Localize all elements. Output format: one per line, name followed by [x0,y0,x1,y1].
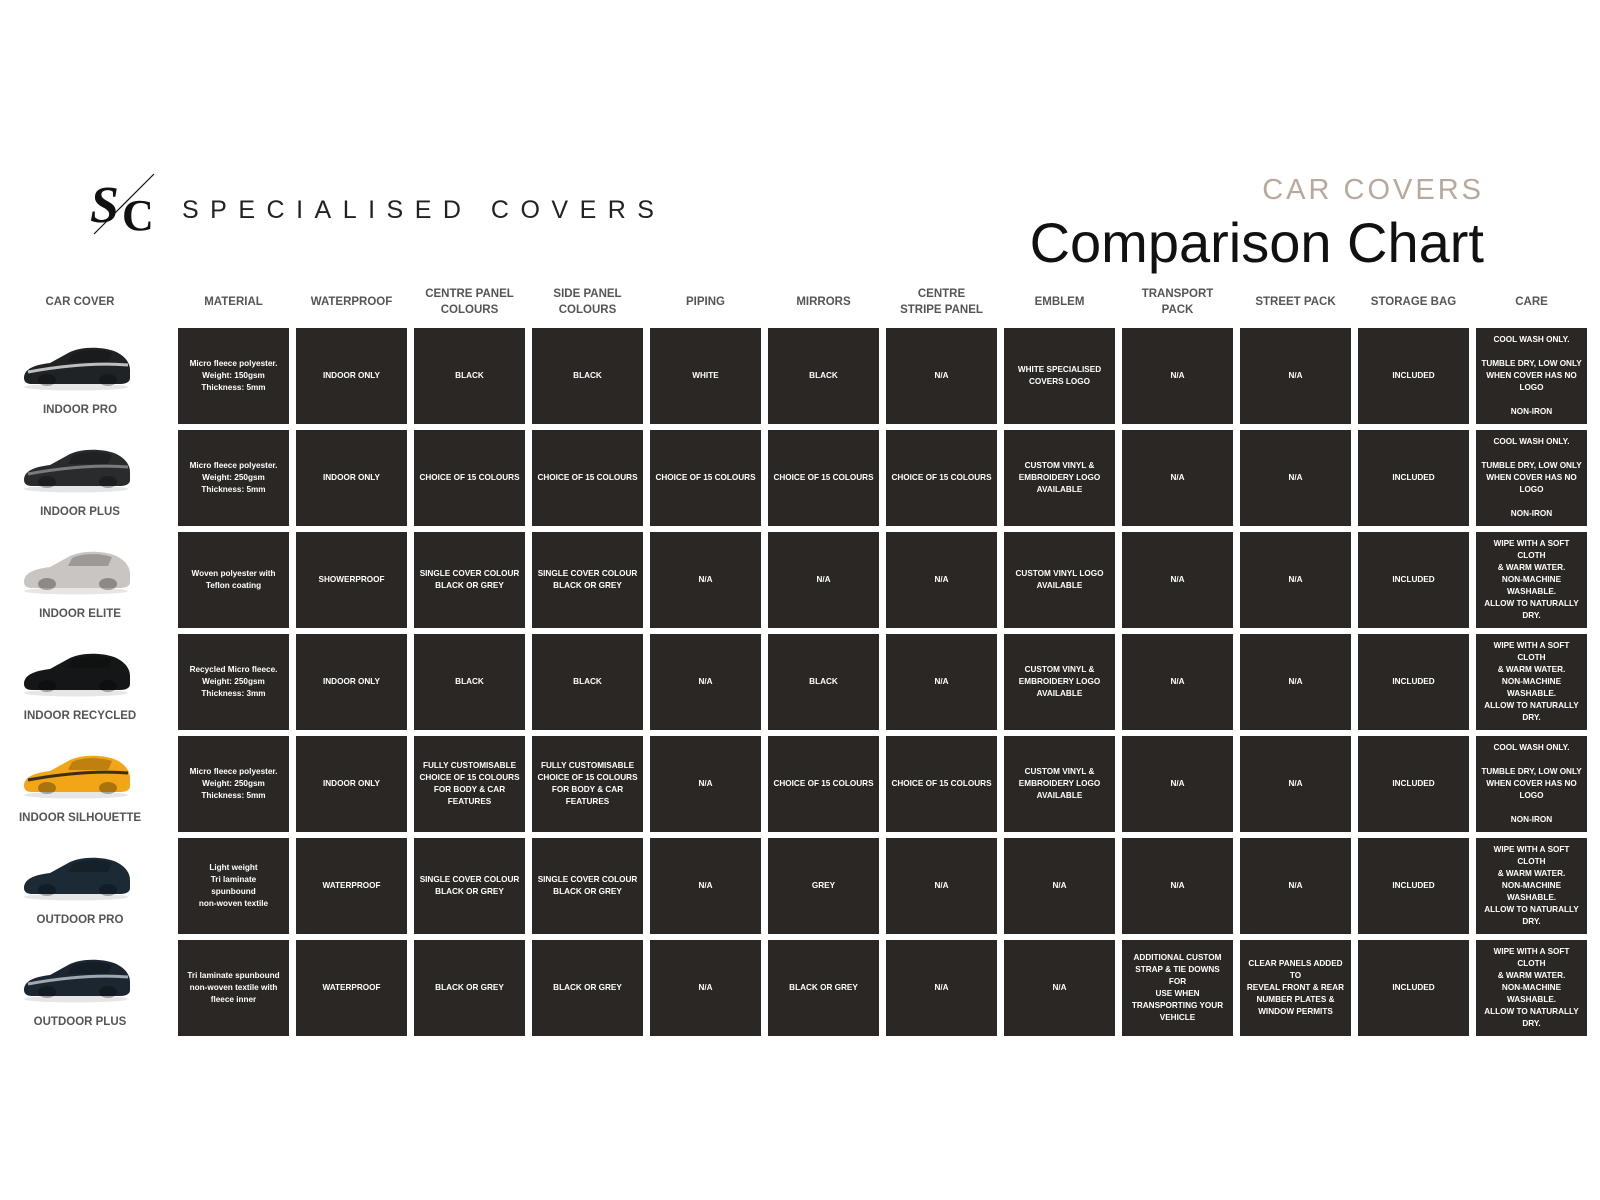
car-cover-cell [16,430,144,526]
car-cover-cell [16,328,144,424]
table-cell: INCLUDED [1358,940,1469,1036]
table-cell: SINGLE COVER COLOUR BLACK OR GREY [414,838,525,934]
table-cell: CHOICE OF 15 COLOURS [768,430,879,526]
table-cell: N/A [1122,634,1233,730]
column-headers [0,282,1600,322]
car-cover-image [20,848,132,902]
table-cell: N/A [1240,328,1351,424]
column-header: TRANSPORT PACK [1141,288,1214,316]
car-cover-image [20,440,132,494]
car-cover-image [20,644,132,698]
table-cell: CLEAR PANELS ADDED TO REVEAL FRONT & REAR NUMBER PLATES & WINDOW PERMITS [1240,940,1351,1036]
table-cell: N/A [1240,430,1351,526]
table-cell: N/A [886,328,997,424]
table-cell: CHOICE OF 15 COLOURS [886,430,997,526]
column-header: SIDE PANEL COLOURS [553,288,622,316]
table-cell: Recycled Micro fleece. Weight: 250gsm Thickness: 3mm [178,634,289,730]
table-cell: ADDITIONAL CUSTOM STRAP & TIE DOWNS FOR USE WHEN TRANSPORTING YOUR VEHICLE [1122,940,1233,1036]
table-cell: N/A [650,736,761,832]
column-header: CARE [1515,296,1548,308]
column-header: MIRRORS [796,296,851,308]
table-cell: Tri laminate spunbound non-woven textile with fleece inner [178,940,289,1036]
car-cover-image [20,746,132,800]
page-title-block [1029,174,1484,274]
table-cell: WIPE WITH A SOFT CLOTH & WARM WATER. NON-MACHINE WASHABLE. ALLOW TO NATURALLY DRY. [1476,838,1587,934]
table-cell: BLACK [768,634,879,730]
table-cell: BLACK OR GREY [768,940,879,1036]
column-header: CENTRE PANEL COLOURS [425,288,514,316]
page-title: Comparison Chart [1029,211,1484,274]
car-cover-name: OUTDOOR PLUS [33,1016,127,1028]
car-cover-name: INDOOR PRO [42,404,118,416]
table-cell: N/A [1004,838,1115,934]
table-cell: WIPE WITH A SOFT CLOTH & WARM WATER. NON-MACHINE WASHABLE. ALLOW TO NATURALLY DRY. [1476,940,1587,1036]
table-cell: INCLUDED [1358,736,1469,832]
table-cell: N/A [886,634,997,730]
table-cell: N/A [1240,634,1351,730]
table-cell: Woven polyester with Teflon coating [178,532,289,628]
car-cover-cell [16,838,144,934]
table-cell: BLACK OR GREY [532,940,643,1036]
table-cell: N/A [886,532,997,628]
table-cell: WATERPROOF [296,940,407,1036]
table-row [0,634,1600,730]
table-cell: CHOICE OF 15 COLOURS [650,430,761,526]
column-header: WATERPROOF [310,296,393,308]
table-cell: FULLY CUSTOMISABLE CHOICE OF 15 COLOURS FOR BODY & CAR FEATURES [532,736,643,832]
table-cell: INDOOR ONLY [296,430,407,526]
table-cell: INCLUDED [1358,430,1469,526]
car-cover-cell [16,634,144,730]
table-cell: INCLUDED [1358,328,1469,424]
car-cover-name: INDOOR RECYCLED [23,710,137,722]
table-cell: SINGLE COVER COLOUR BLACK OR GREY [532,838,643,934]
table-row [0,532,1600,628]
car-cover-name: INDOOR PLUS [40,506,120,518]
table-cell: N/A [650,532,761,628]
table-row [0,328,1600,424]
brand-logo [88,172,665,238]
column-header: CENTRE STRIPE PANEL [900,288,983,316]
table-cell: N/A [1122,838,1233,934]
table-row [0,430,1600,526]
column-header: STORAGE BAG [1370,296,1457,308]
table-cell: Micro fleece polyester. Weight: 250gsm Thickness: 5mm [178,430,289,526]
table-cell: Micro fleece polyester. Weight: 150gsm Thickness: 5mm [178,328,289,424]
table-cell: BLACK [532,634,643,730]
car-cover-cell [16,940,144,1036]
sc-monogram-icon [88,172,160,238]
column-header: EMBLEM [1034,296,1085,308]
table-cell: BLACK [532,328,643,424]
table-cell: WIPE WITH A SOFT CLOTH & WARM WATER. NON-MACHINE WASHABLE. ALLOW TO NATURALLY DRY. [1476,532,1587,628]
table-row [0,736,1600,832]
brand-name: SPECIALISED COVERS [182,195,666,224]
table-cell: BLACK OR GREY [414,940,525,1036]
table-cell: CHOICE OF 15 COLOURS [768,736,879,832]
svg-text:S: S [90,177,119,234]
table-cell: N/A [650,940,761,1036]
table-cell: INCLUDED [1358,634,1469,730]
table-cell: COOL WASH ONLY. TUMBLE DRY, LOW ONLY WHEN COVER HAS NO LOGO NON-IRON [1476,736,1587,832]
column-header: STREET PACK [1255,296,1336,308]
table-cell: INCLUDED [1358,838,1469,934]
table-cell: CHOICE OF 15 COLOURS [414,430,525,526]
car-cover-image [20,950,132,1004]
svg-text:C: C [122,191,154,238]
table-cell: CUSTOM VINYL & EMBROIDERY LOGO AVAILABLE [1004,736,1115,832]
table-cell: N/A [886,940,997,1036]
car-cover-image [20,338,132,392]
table-cell: CHOICE OF 15 COLOURS [532,430,643,526]
table-cell: N/A [768,532,879,628]
table-cell: N/A [650,634,761,730]
car-cover-name: OUTDOOR PRO [36,914,124,926]
car-cover-name: INDOOR ELITE [39,608,121,620]
table-cell: CHOICE OF 15 COLOURS [886,736,997,832]
table-cell: BLACK [414,634,525,730]
table-cell: N/A [1122,430,1233,526]
table-cell: WHITE SPECIALISED COVERS LOGO [1004,328,1115,424]
column-header: MATERIAL [204,296,263,308]
table-cell: COOL WASH ONLY. TUMBLE DRY, LOW ONLY WHEN COVER HAS NO LOGO NON-IRON [1476,328,1587,424]
table-cell: N/A [1240,838,1351,934]
car-cover-cell [16,736,144,832]
table-row [0,940,1600,1036]
column-header: PIPING [686,296,725,308]
table-cell: N/A [1004,940,1115,1036]
table-cell: N/A [1122,736,1233,832]
table-cell: COOL WASH ONLY. TUMBLE DRY, LOW ONLY WHEN COVER HAS NO LOGO NON-IRON [1476,430,1587,526]
table-cell: N/A [1240,736,1351,832]
table-cell: N/A [1240,532,1351,628]
table-cell: INDOOR ONLY [296,634,407,730]
table-cell: WATERPROOF [296,838,407,934]
table-cell: N/A [886,838,997,934]
table-cell: CUSTOM VINYL & EMBROIDERY LOGO AVAILABLE [1004,430,1115,526]
table-cell: CUSTOM VINYL & EMBROIDERY LOGO AVAILABLE [1004,634,1115,730]
table-cell: INDOOR ONLY [296,736,407,832]
table-cell: WIPE WITH A SOFT CLOTH & WARM WATER. NON-MACHINE WASHABLE. ALLOW TO NATURALLY DRY. [1476,634,1587,730]
table-cell: Light weight Tri laminate spunbound non-woven textile [178,838,289,934]
car-cover-image [20,542,132,596]
table-cell: WHITE [650,328,761,424]
table-cell: SINGLE COVER COLOUR BLACK OR GREY [414,532,525,628]
column-header: CAR COVER [45,296,115,308]
table-cell: INDOOR ONLY [296,328,407,424]
table-cell: BLACK [768,328,879,424]
table-cell: N/A [1122,532,1233,628]
table-cell: N/A [1122,328,1233,424]
table-cell: GREY [768,838,879,934]
car-cover-cell [16,532,144,628]
page-subtitle: CAR COVERS [1262,174,1484,206]
table-cell: SHOWERPROOF [296,532,407,628]
table-cell: N/A [650,838,761,934]
table-cell: CUSTOM VINYL LOGO AVAILABLE [1004,532,1115,628]
table-cell: SINGLE COVER COLOUR BLACK OR GREY [532,532,643,628]
table-row [0,838,1600,934]
table-cell: BLACK [414,328,525,424]
table-cell: INCLUDED [1358,532,1469,628]
table-cell: Micro fleece polyester. Weight: 250gsm Thickness: 5mm [178,736,289,832]
car-cover-name: INDOOR SILHOUETTE [18,812,142,824]
table-cell: FULLY CUSTOMISABLE CHOICE OF 15 COLOURS FOR BODY & CAR FEATURES [414,736,525,832]
